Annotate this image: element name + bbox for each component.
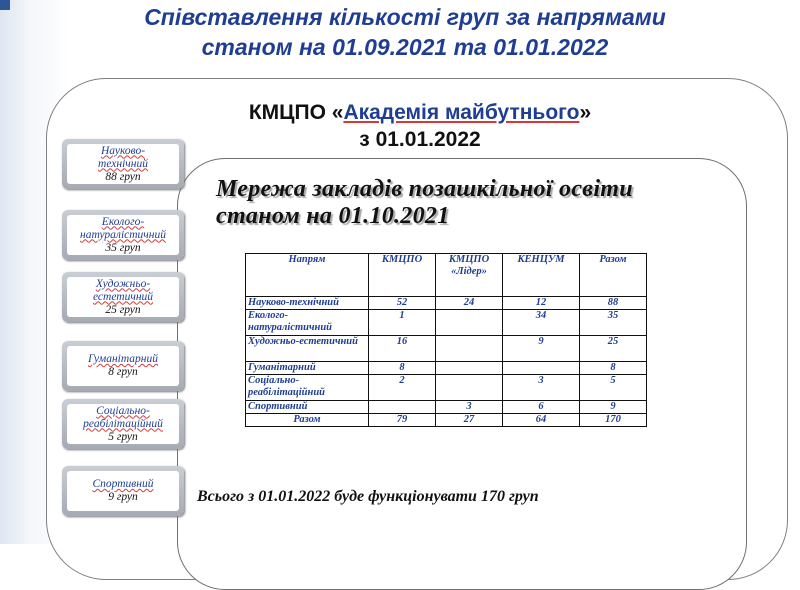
table-cell: 52 [369, 297, 436, 310]
table-row [246, 362, 647, 375]
direction-name: Спортивний [92, 478, 154, 490]
direction-box-eco [62, 210, 184, 260]
direction-name: Науково-технічний [98, 144, 148, 170]
table-cell: 9 [503, 336, 580, 362]
table-cell: 35 [580, 310, 647, 336]
slide-title-line1: Співставлення кількості груп за напрямами [144, 4, 666, 30]
org-name-quoted: Академія майбутнього [343, 101, 580, 124]
table-cell: 3 [436, 401, 503, 414]
network-title-line1: Мережа закладів позашкільної освіти [216, 176, 633, 202]
table-cell: 8 [580, 362, 647, 375]
direction-box-social [62, 399, 184, 449]
org-name-prefix: КМЦПО « [248, 101, 344, 124]
org-date-line: з 01.01.2022 [359, 128, 481, 151]
table-cell: 34 [503, 310, 580, 336]
org-name [160, 99, 680, 126]
table-cell-direction: Еколого-натуралістичний [246, 310, 369, 336]
table-header-cell: КМЦПО «Лідер» [436, 254, 503, 297]
direction-box-science-tech [62, 139, 184, 189]
table-cell-direction: Науково-технічний [246, 297, 369, 310]
direction-count: 8 груп [108, 366, 138, 378]
table-cell: 16 [369, 336, 436, 362]
table-header-cell: Напрям [246, 254, 369, 297]
table-cell [436, 375, 503, 401]
direction-name: Гуманітарний [87, 353, 158, 365]
corner-mark [0, 0, 10, 10]
network-title [216, 176, 716, 230]
direction-count: 25 груп [105, 303, 141, 316]
slide-title-line2: станом на 01.09.2021 та 01.01.2022 [201, 34, 609, 60]
network-title-line2: станом на 01.10.2021 [216, 203, 450, 229]
direction-name: Художньо-естетичний [92, 277, 154, 303]
table-cell: 88 [580, 297, 647, 310]
table-row [246, 401, 647, 414]
direction-count: 88 груп [105, 170, 141, 183]
direction-count: 5 груп [108, 430, 138, 443]
org-title [160, 99, 680, 153]
table-cell: 25 [580, 336, 647, 362]
table-cell: 5 [580, 375, 647, 401]
table-cell: 27 [436, 414, 503, 427]
direction-box-humanities [62, 341, 184, 391]
table-cell: 12 [503, 297, 580, 310]
table-cell: 6 [503, 401, 580, 414]
direction-count: 9 груп [108, 491, 138, 503]
direction-box-arts [62, 272, 184, 322]
table-header-row [246, 254, 647, 297]
table-cell [503, 362, 580, 375]
table-row [246, 336, 647, 362]
table-cell-total-label: Разом [246, 414, 369, 427]
table-cell-direction: Соціально-реабілітаційний [246, 375, 369, 401]
table-cell: 79 [369, 414, 436, 427]
table-cell [436, 336, 503, 362]
table-header-cell: КЕНЦУМ [503, 254, 580, 297]
table-row [246, 310, 647, 336]
table-cell [436, 310, 503, 336]
direction-name: Еколого-натуралістичний [80, 215, 166, 241]
table-cell: 2 [369, 375, 436, 401]
direction-count: 35 груп [105, 241, 141, 254]
table-row [246, 375, 647, 401]
table-cell: 64 [503, 414, 580, 427]
table-cell-direction: Художньо-естетичний [246, 336, 369, 362]
table-cell [369, 401, 436, 414]
table-cell: 3 [503, 375, 580, 401]
table-row [246, 297, 647, 310]
org-name-suffix: » [579, 101, 592, 124]
table-header-cell: Разом [580, 254, 647, 297]
table-cell [436, 362, 503, 375]
table-cell: 1 [369, 310, 436, 336]
table-cell-direction: Спортивний [246, 401, 369, 414]
table-header-cell: КМЦПО [369, 254, 436, 297]
direction-box-sport [62, 466, 184, 516]
table-cell: 170 [580, 414, 647, 427]
table-cell: 8 [369, 362, 436, 375]
direction-name: Соціально-реабілітаційний [83, 404, 163, 430]
table-total-row [246, 414, 647, 427]
network-table [245, 253, 647, 427]
footer-total-text: Всього з 01.01.2022 буде функціонувати 170 груп [197, 488, 539, 505]
table-cell-direction: Гуманітарний [246, 362, 369, 375]
table-cell: 24 [436, 297, 503, 310]
slide-title [60, 2, 750, 62]
table-cell: 9 [580, 401, 647, 414]
